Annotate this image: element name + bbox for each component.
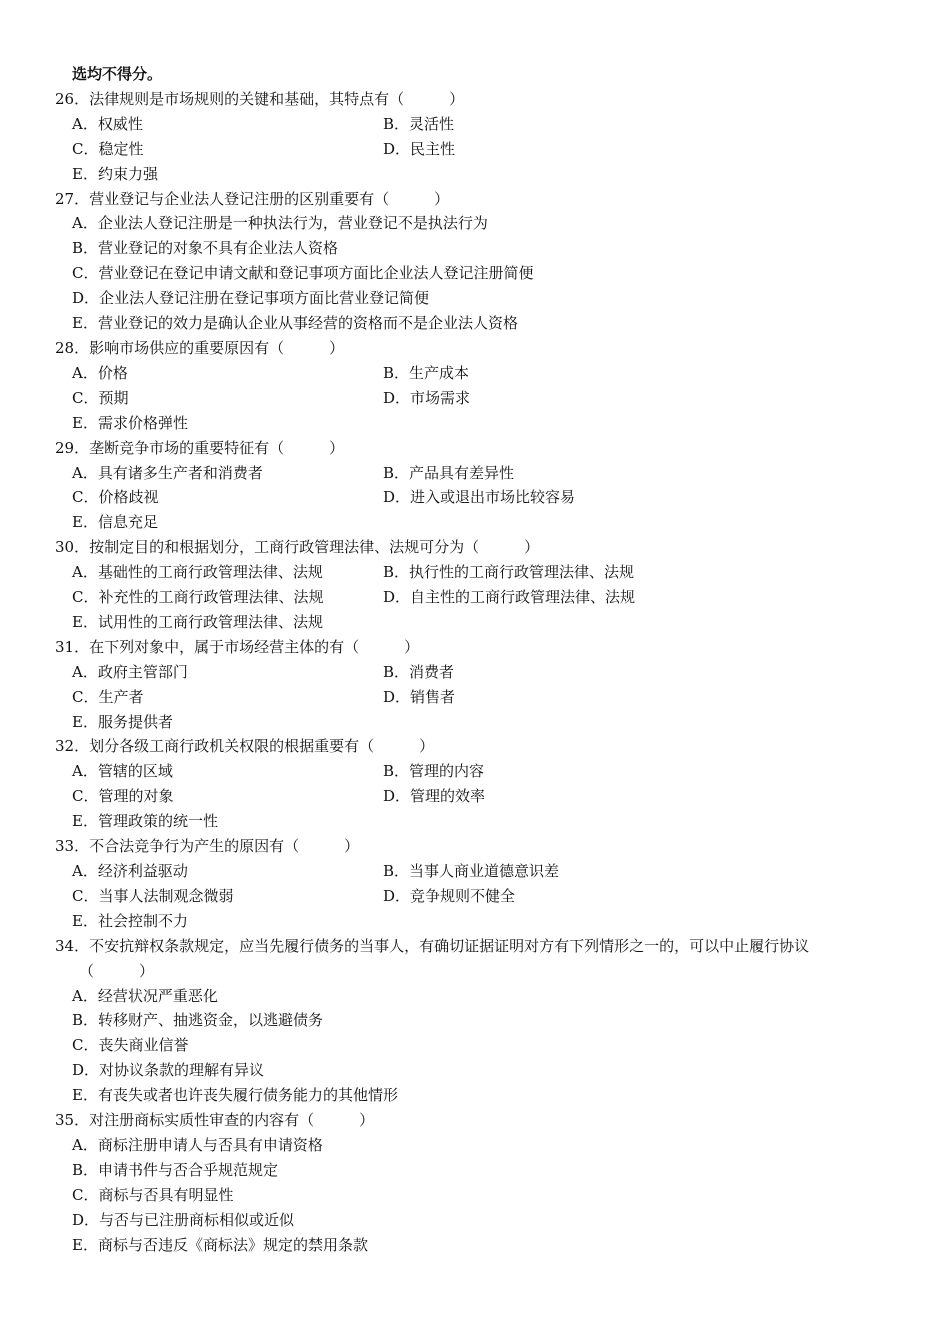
question-29-stem: 29．垄断竞争市场的重要特征有（ ）	[55, 438, 345, 457]
intro-text: 选均不得分。	[72, 65, 163, 83]
question-35-option-row-c	[55, 1183, 910, 1208]
question-33-option-c: C．当事人法制观念微弱	[72, 886, 234, 905]
question-29-options-row-1	[55, 461, 910, 486]
question-34-option-e: E．有丧失或者也许丧失履行债务能力的其他情形	[72, 1086, 398, 1105]
question-26-options-row-1	[55, 112, 910, 137]
question-34-option-row-e	[55, 1083, 910, 1108]
question-30-option-e: E．试用性的工商行政管理法律、法规	[72, 612, 323, 631]
question-27-option-row-e	[55, 311, 910, 336]
question-28-option-a: A．价格	[72, 363, 128, 382]
question-27-option-a: A．企业法人登记注册是一种执法行为，营业登记不是执法行为	[72, 214, 488, 233]
question-27-option-row-a	[55, 211, 910, 236]
question-34-option-row-c	[55, 1033, 910, 1058]
question-27-option-row-c	[55, 261, 910, 286]
question-34-option-row-d	[55, 1058, 910, 1083]
question-28-options-row-3	[55, 411, 910, 436]
question-28-option-c: C．预期	[72, 388, 129, 407]
question-28-option-e: E．需求价格弹性	[72, 413, 188, 432]
question-26-option-e: E．约束力强	[72, 164, 158, 183]
question-30-options-row-2	[55, 585, 910, 610]
question-31-option-d: D．销售者	[383, 687, 456, 706]
question-35-stem: 35．对注册商标实质性审查的内容有（ ）	[55, 1111, 375, 1130]
question-27-option-row-d	[55, 286, 910, 311]
question-28-option-b: B．生产成本	[383, 363, 470, 382]
question-35-option-c: C．商标与否具有明显性	[72, 1185, 234, 1204]
question-34-option-c: C．丧失商业信誉	[72, 1036, 189, 1055]
question-31-stem: 31．在下列对象中，属于市场经营主体的有（ ）	[55, 637, 420, 656]
question-31-option-b: B．消费者	[383, 662, 455, 681]
question-34-option-b: B．转移财产、抽逃资金，以逃避债务	[72, 1011, 324, 1030]
question-30-stem: 30．按制定目的和根据划分，工商行政管理法律、法规可分为（ ）	[55, 538, 540, 557]
question-29-option-c: C．价格歧视	[72, 488, 159, 507]
question-32-option-b: B．管理的内容	[383, 762, 485, 781]
question-32-option-e: E．管理政策的统一性	[72, 812, 218, 831]
question-27-option-row-b	[55, 236, 910, 261]
question-27-option-e: E．营业登记的效力是确认企业从事经营的资格而不是企业法人资格	[72, 314, 518, 333]
question-29-option-e: E．信息充足	[72, 513, 158, 532]
question-28-options-row-2	[55, 386, 910, 411]
question-29-option-a: A．具有诸多生产者和消费者	[72, 463, 263, 482]
question-33-options-row-1	[55, 859, 910, 884]
question-32-options-row-3	[55, 809, 910, 834]
question-28-stem: 28．影响市场供应的重要原因有（ ）	[55, 338, 345, 357]
question-32-option-a: A．管辖的区域	[72, 762, 173, 781]
question-26-options-row-2	[55, 137, 910, 162]
question-26-option-d: D．民主性	[383, 139, 456, 158]
question-31-options-row-1	[55, 660, 910, 685]
question-32-option-c: C．管理的对象	[72, 787, 174, 806]
question-34-option-d: D．对协议条款的理解有异议	[72, 1061, 265, 1080]
question-31-option-e: E．服务提供者	[72, 712, 173, 731]
question-26-stem: 26．法律规则是市场规则的关键和基础，其特点有（ ）	[55, 89, 465, 108]
question-35-option-row-e	[55, 1233, 910, 1258]
question-31-options-row-2	[55, 685, 910, 710]
question-33-options-row-3	[55, 909, 910, 934]
question-34-option-a: A．经营状况严重恶化	[72, 986, 218, 1005]
question-26-option-a: A．权威性	[72, 114, 143, 133]
question-30-options-row-3	[55, 610, 910, 635]
question-34-option-row-a	[55, 984, 910, 1009]
question-33-stem: 33．不合法竞争行为产生的原因有（ ）	[55, 837, 360, 856]
question-29-option-d: D．进入或退出市场比较容易	[383, 488, 576, 507]
question-32-option-d: D．管理的效率	[383, 787, 486, 806]
question-31-option-c: C．生产者	[72, 687, 144, 706]
question-32-stem: 32．划分各级工商行政机关权限的根据重要有（ ）	[55, 737, 435, 756]
question-35-option-row-b	[55, 1158, 910, 1183]
question-34-option-row-b	[55, 1008, 910, 1033]
question-30-option-a: A．基础性的工商行政管理法律、法规	[72, 563, 323, 582]
question-35-option-a: A．商标注册申请人与否具有申请资格	[72, 1135, 323, 1154]
question-30-options-row-1	[55, 560, 910, 585]
question-33-options-row-2	[55, 884, 910, 909]
question-28-option-d: D．市场需求	[383, 388, 471, 407]
question-27-option-d: D．企业法人登记注册在登记事项方面比营业登记简便	[72, 289, 430, 308]
question-27-option-c: C．营业登记在登记申请文献和登记事项方面比企业法人登记注册简便	[72, 264, 534, 283]
question-31-option-a: A．政府主管部门	[72, 662, 188, 681]
question-30-option-c: C．补充性的工商行政管理法律、法规	[72, 588, 324, 607]
question-28-options-row-1	[55, 361, 910, 386]
question-35-option-row-d	[55, 1208, 910, 1233]
question-34-stem-continuation: （ ）	[79, 961, 155, 980]
question-27-stem: 27．营业登记与企业法人登记注册的区别重要有（ ）	[55, 189, 450, 208]
question-30-option-b: B．执行性的工商行政管理法律、法规	[383, 563, 635, 582]
question-33-option-b: B．当事人商业道德意识差	[383, 862, 560, 880]
question-26-option-c: C．稳定性	[72, 139, 144, 158]
question-29-option-b: B．产品具有差异性	[383, 463, 515, 482]
question-30-option-d: D．自主性的工商行政管理法律、法规	[383, 588, 636, 607]
question-26-options-row-3	[55, 162, 910, 187]
question-29-options-row-3	[55, 510, 910, 535]
question-32-options-row-2	[55, 784, 910, 809]
question-33-option-d: D．竞争规则不健全	[383, 886, 516, 905]
question-33-option-e: E．社会控制不力	[72, 911, 188, 930]
question-35-option-b: B．申请书件与否合乎规范规定	[72, 1160, 279, 1179]
question-35-option-d: D．与否与已注册商标相似或近似	[72, 1210, 295, 1229]
question-34-stem: 34．不安抗辩权条款规定，应当先履行债务的当事人，有确切证据证明对方有下列情形之一的，可以中止履行协议	[55, 936, 810, 955]
question-32-options-row-1	[55, 759, 910, 784]
question-35-option-e: E．商标与否违反《商标法》规定的禁用条款	[72, 1235, 368, 1254]
question-26-option-b: B．灵活性	[383, 114, 455, 133]
question-27-option-b: B．营业登记的对象不具有企业法人资格	[72, 239, 339, 258]
question-33-option-a: A．经济利益驱动	[72, 862, 188, 880]
question-29-options-row-2	[55, 485, 910, 510]
question-31-options-row-3	[55, 710, 910, 735]
question-35-option-row-a	[55, 1133, 910, 1158]
